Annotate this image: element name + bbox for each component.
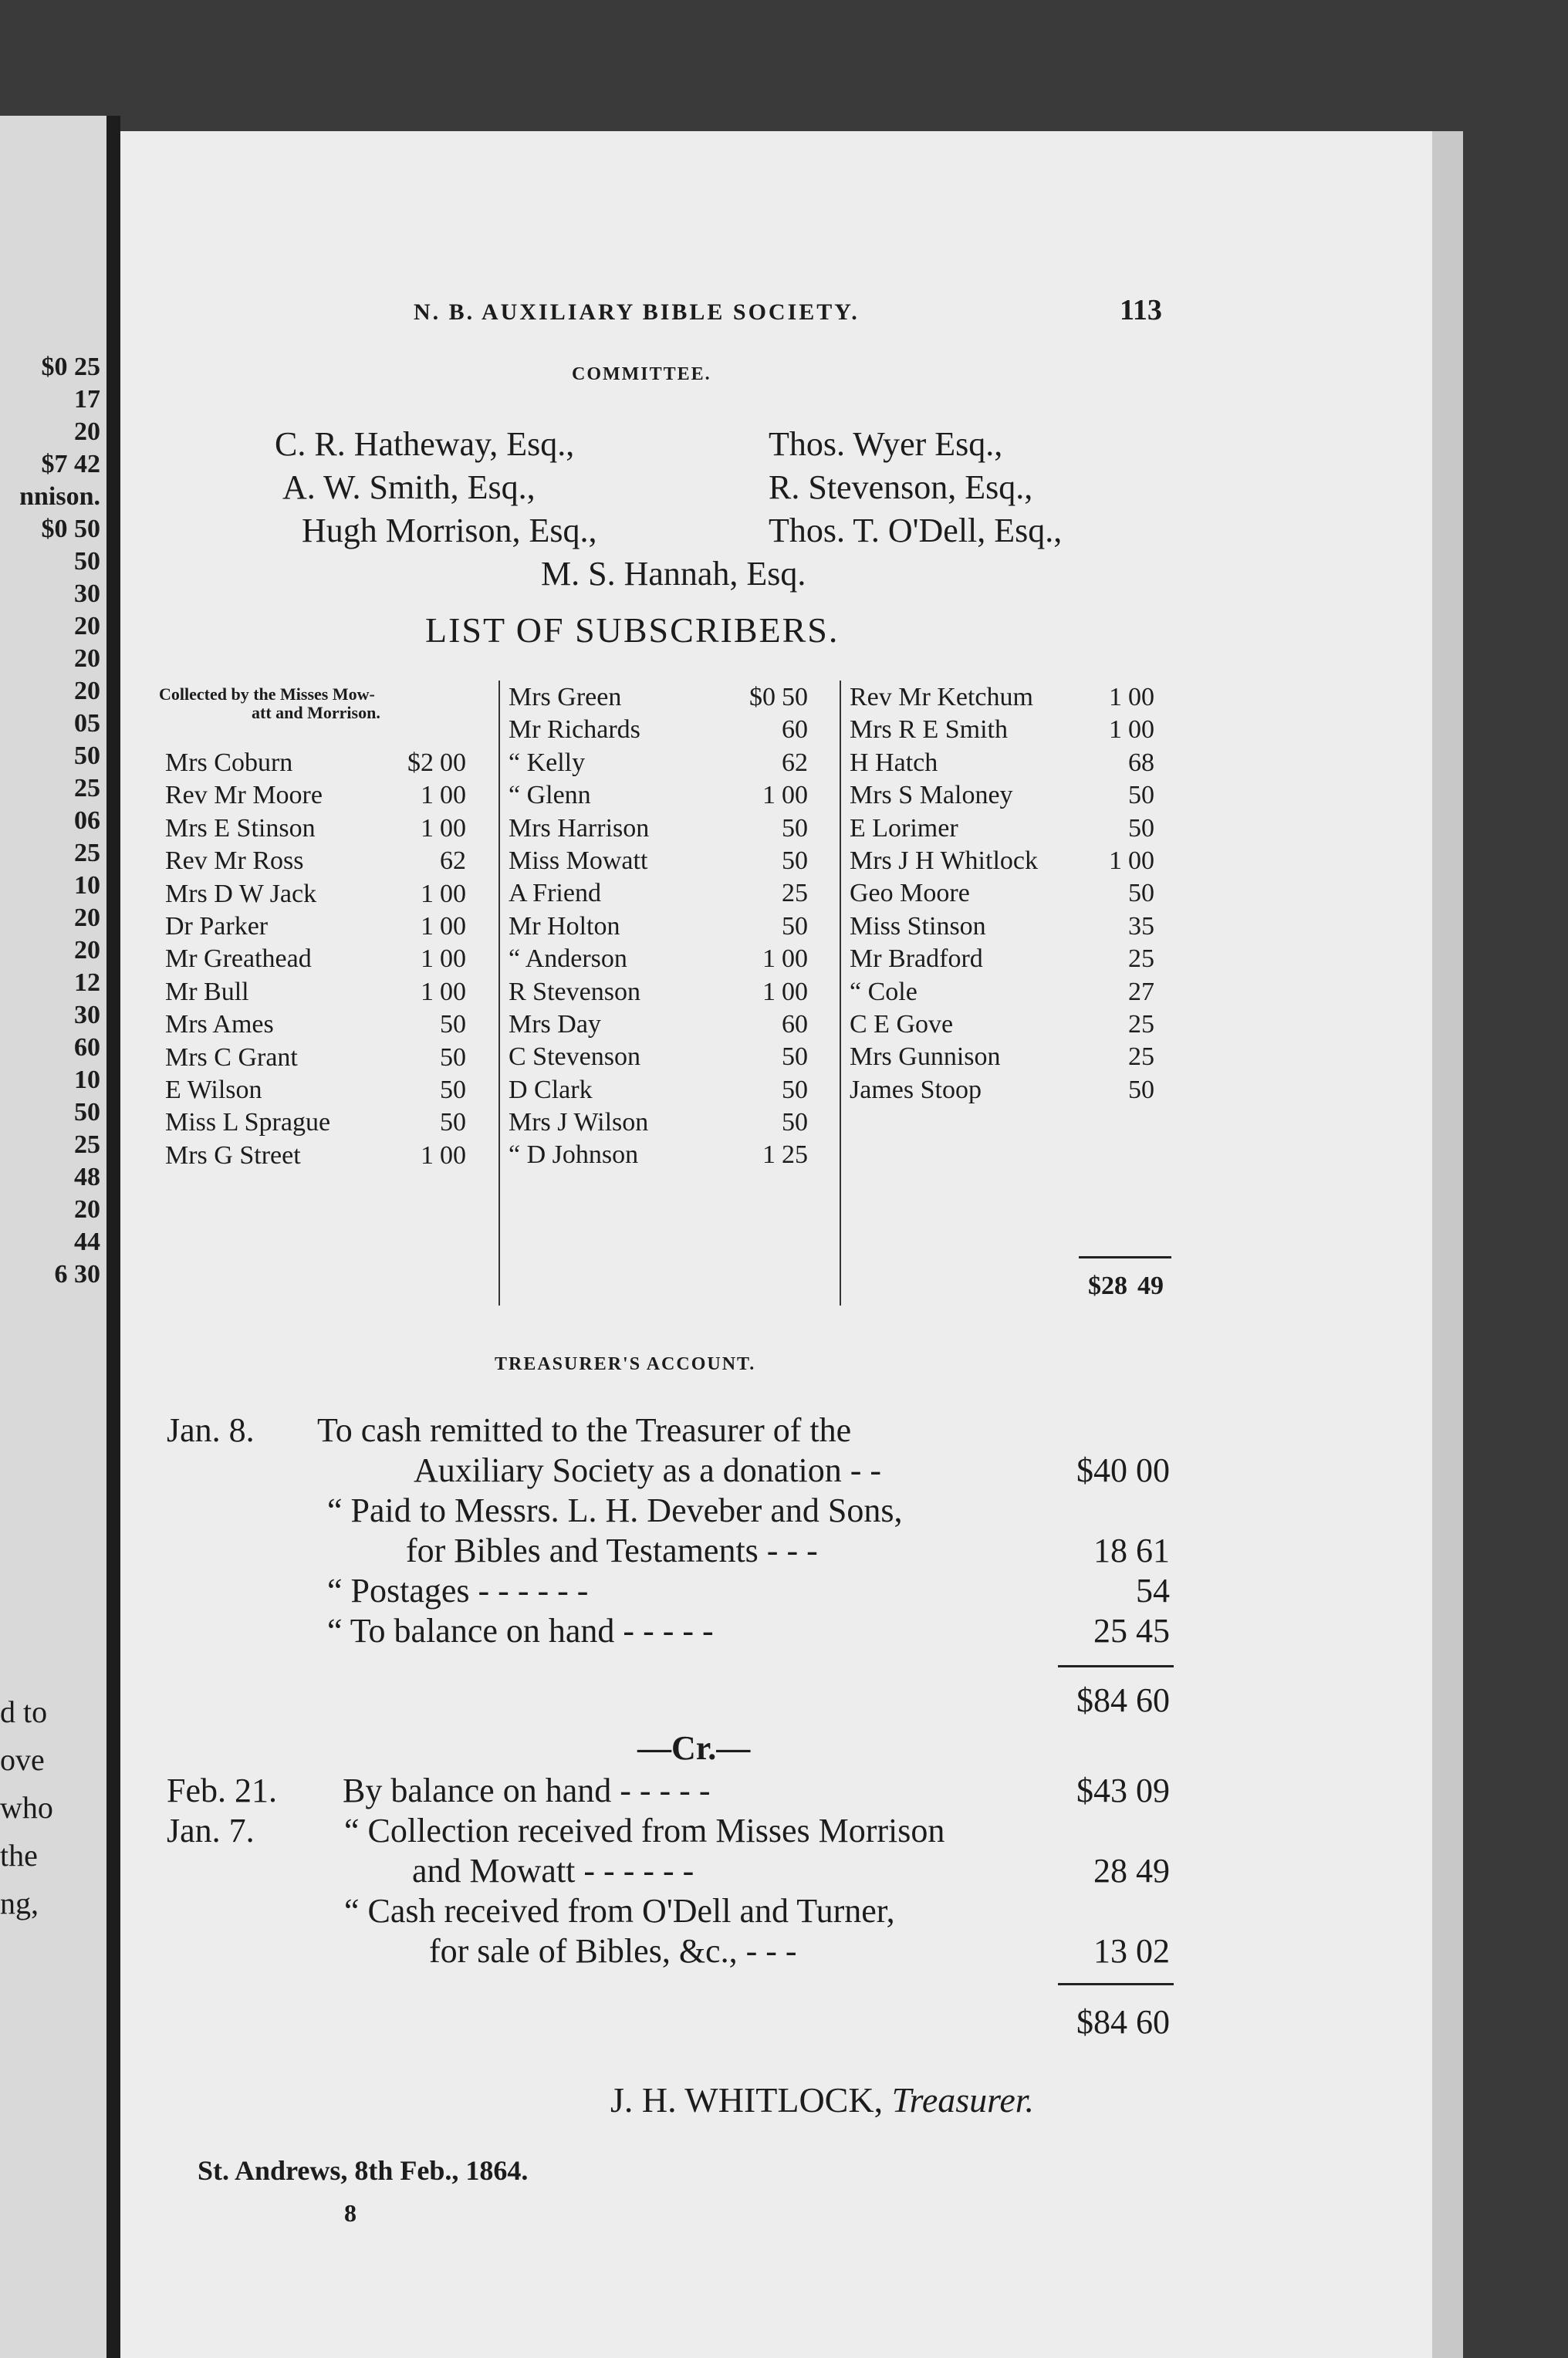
subscriber-name: Mrs Harrison bbox=[509, 813, 650, 843]
facing-page-amount: 50 bbox=[74, 1098, 100, 1127]
subscriber-name: Mrs G Street bbox=[165, 1140, 301, 1170]
account-amount: 54 bbox=[1136, 1572, 1170, 1610]
subscriber-dollars: 1 bbox=[421, 781, 434, 810]
committee-member: R. Stevenson, Esq., bbox=[769, 468, 1033, 506]
facing-page-amount: $0 50 bbox=[41, 515, 100, 543]
account-date: Jan. 8. bbox=[167, 1411, 255, 1449]
subscriber-dollars: 1 bbox=[421, 813, 434, 843]
subscriber-cents: 00 bbox=[782, 944, 808, 974]
facing-page-amount: 20 bbox=[74, 936, 100, 964]
subscriber-cents: 00 bbox=[440, 748, 466, 777]
facing-page-amount: 20 bbox=[74, 1195, 100, 1224]
subscriber-cents: 00 bbox=[440, 879, 466, 908]
subscriber-cents: 50 bbox=[782, 846, 808, 875]
treasurer-account bbox=[120, 131, 1432, 2358]
facing-page-word: ove bbox=[0, 1742, 45, 1777]
account-amount: $40 00 bbox=[1076, 1451, 1170, 1489]
subscriber-dollars: $2 bbox=[407, 748, 434, 777]
subscriber-name: Mrs C Grant bbox=[165, 1042, 298, 1072]
account-description: and Mowatt - - - - - - bbox=[412, 1852, 694, 1890]
subscriber-cents: 50 bbox=[1128, 879, 1154, 908]
subscriber-name: D Clark bbox=[509, 1075, 593, 1104]
facing-page-amount: 25 bbox=[74, 1130, 100, 1159]
account-amount: 13 02 bbox=[1093, 1932, 1170, 1970]
subscriber-dollars: 1 bbox=[1109, 715, 1122, 745]
subscriber-name: Rev Mr Ketchum bbox=[850, 683, 1033, 711]
facing-page-amount: 20 bbox=[74, 644, 100, 673]
account-description: “ Cash received from O'Dell and Turner, bbox=[344, 1892, 895, 1930]
facing-page-amount: nnison. bbox=[19, 482, 100, 511]
subscriber-name: Mrs D W Jack bbox=[165, 879, 317, 908]
facing-page-amount: 12 bbox=[74, 968, 100, 997]
page-edge bbox=[1432, 131, 1463, 2358]
subscriber-dollars: $0 bbox=[749, 683, 776, 711]
subscriber-name: Rev Mr Moore bbox=[165, 781, 323, 810]
subscriber-name: Mrs J Wilson bbox=[509, 1108, 649, 1137]
subscriber-dollars: 1 bbox=[421, 977, 434, 1006]
committee-member: A. W. Smith, Esq., bbox=[282, 468, 536, 506]
subscriber-cents: 25 bbox=[1128, 1042, 1154, 1072]
subscriber-name: Mrs Green bbox=[509, 683, 622, 711]
subscriber-cents: 50 bbox=[782, 1108, 808, 1137]
subscribers-title: LIST OF SUBSCRIBERS. bbox=[425, 610, 840, 650]
subscriber-name: C E Gove bbox=[850, 1009, 954, 1039]
facing-page-word: who bbox=[0, 1790, 53, 1825]
subscriber-name: E Wilson bbox=[165, 1075, 262, 1104]
committee-member: Thos. Wyer Esq., bbox=[769, 425, 1003, 463]
account-date: Jan. 7. bbox=[167, 1812, 255, 1850]
subscriber-name: Mr Bull bbox=[165, 977, 249, 1006]
account-amount: 28 49 bbox=[1093, 1852, 1170, 1890]
facing-page-amount: 05 bbox=[74, 709, 100, 738]
treasurer-signature: J. H. WHITLOCK, Treasurer. bbox=[610, 2080, 1035, 2120]
subscriber-cents: 00 bbox=[440, 944, 466, 974]
account-description: “ Postages - - - - - - bbox=[327, 1572, 589, 1610]
facing-page-word: ng, bbox=[0, 1886, 39, 1921]
subscriber-name: Rev Mr Ross bbox=[165, 846, 304, 876]
facing-page-word: the bbox=[0, 1838, 38, 1873]
subscriber-cents: 50 bbox=[782, 683, 808, 711]
subscriber-dollars: 1 bbox=[762, 781, 776, 810]
subscriber-cents: 25 bbox=[1128, 1009, 1154, 1039]
account-description: By balance on hand - - - - - bbox=[343, 1772, 711, 1809]
credit-total: $84 60 bbox=[1076, 2003, 1170, 2041]
facing-page-amount: 50 bbox=[74, 742, 100, 770]
account-description: “ Paid to Messrs. L. H. Deveber and Sons, bbox=[327, 1491, 903, 1529]
subscriber-name: Mr Bradford bbox=[850, 944, 983, 974]
committee-member: M. S. Hannah, Esq. bbox=[541, 555, 806, 593]
subscriber-cents: 00 bbox=[1128, 683, 1154, 711]
subscriber-cents: 35 bbox=[1128, 911, 1154, 941]
facing-page-amount: 30 bbox=[74, 1001, 100, 1029]
subscriber-dollars: 1 bbox=[762, 1140, 776, 1170]
facing-page-amount: 6 30 bbox=[54, 1260, 100, 1289]
subscriber-cents: 00 bbox=[440, 977, 466, 1006]
account-amount: $43 09 bbox=[1076, 1772, 1170, 1809]
subscriber-name: “ Glenn bbox=[509, 781, 591, 810]
subscriber-cents: 00 bbox=[782, 977, 808, 1006]
subscriber-cents: 00 bbox=[440, 1140, 466, 1170]
facing-page-amount: 60 bbox=[74, 1033, 100, 1062]
committee-member: Hugh Morrison, Esq., bbox=[302, 512, 597, 549]
subscriber-dollars: 1 bbox=[762, 944, 776, 974]
subscriber-cents: 50 bbox=[440, 1010, 466, 1039]
subscriber-name: Mrs Ames bbox=[165, 1010, 274, 1039]
facing-page-word: d to bbox=[0, 1694, 48, 1729]
subscriber-name: H Hatch bbox=[850, 748, 938, 777]
subscriber-dollars: 1 bbox=[421, 1140, 434, 1170]
account-description: for sale of Bibles, &c., - - - bbox=[429, 1932, 797, 1970]
subscriber-name: Geo Moore bbox=[850, 879, 970, 908]
book-page: N. B. AUXILIARY BIBLE SOCIETY. 113 COMMITTEE. C. R. Hatheway, Esq., A. W. Smith, Esq., Hugh Morrison, Esq., Thos. Wyer Esq., R. Stevenson, Esq., Thos. T. O'Dell, Esq., M. S. Hannah, Esq. LIST OF SUBSCRIBERS. Collected by the Misses Mow- att and Morrison. Mrs Coburn $2 00 Rev Mr Moore 1 00 Mrs E Stinson 1 00 Rev Mr Ross 62 Mrs D W Jack 1 00 Dr Parker 1 00 Mr Greathead 1 00 Mr Bull 1 00 Mrs Ames 50 Mrs C Grant 50 E Wilson 50 Miss L Sprague 50 Mrs G Street 1 00 Mrs Green $0 50 Mr Richards 60 “ Kelly 62 “ Glenn 1 00 Mrs Harrison 50 Miss Mowatt 50 A Friend 25 Mr Holton 50 “ Anderson 1 00 R Stevenson 1 00 Mrs Day 60 C Stevenson 50 D Clark 50 Mrs J Wilson 50 “ D Johnson 1 25 Rev Mr Ketchum 1 00 Mrs R E Smith 1 00 H Hatch 68 Mrs S Maloney 50 E Lorimer 50 Mrs J H Whitlock 1 00 Geo Moore 50 Miss Stinson 35 Mr Bradford 25 “ Cole 27 C E Gove 25 Mrs Gunnison 25 James Stoop 50 $28 49 TREASURER'S ACCOUNT. Jan. 8. To cash remitted to the Treasurer of the Auxiliary Society as a donation - - $40 00 “ Paid to Messrs. L. H. Deveber and Sons, for Bibles and Testaments - - - 18 61 “ Postages - - - - - - 54 “ To balance on hand - - - - - 25 45 Feb. 21. By balance on hand - - - - - $43 09 Jan. 7. “ Collection received from Misses Morrison and Mowatt - - - - - - 28 49 “ Cash received from O'Dell and Turner, for sale of Bibles, &c., - - - 13 02 $84 60 —Cr.— $84 60 J. H. WHITLOCK, Treasurer. St. Andrews, 8th Feb., 1864. 8 bbox=[120, 131, 1432, 2358]
account-description: for Bibles and Testaments - - - bbox=[406, 1532, 818, 1569]
subscriber-cents: 62 bbox=[782, 748, 808, 777]
account-description: “ To balance on hand - - - - - bbox=[327, 1612, 714, 1650]
account-description: Auxiliary Society as a donation - - bbox=[414, 1451, 882, 1489]
subscriber-cents: 50 bbox=[782, 1075, 808, 1104]
facing-page-amount: 10 bbox=[74, 1066, 100, 1094]
signature-mark: 8 bbox=[344, 2199, 357, 2227]
facing-page-text bbox=[0, 1688, 100, 1927]
subscriber-name: “ Anderson bbox=[509, 944, 627, 974]
subscriber-cents: 50 bbox=[440, 1108, 466, 1137]
facing-page-amount: 30 bbox=[74, 579, 100, 608]
facing-page-amount: 06 bbox=[74, 806, 100, 835]
account-date: Feb. 21. bbox=[167, 1772, 277, 1809]
subscriber-name: Miss Stinson bbox=[850, 911, 986, 941]
subscriber-name: Mrs Day bbox=[509, 1009, 601, 1039]
subscriber-cents: 50 bbox=[1128, 813, 1154, 843]
debit-total: $84 60 bbox=[1076, 1681, 1170, 1719]
subscriber-cents: 50 bbox=[440, 1075, 466, 1104]
subscriber-dollars: 1 bbox=[1109, 683, 1122, 711]
credit-heading: —Cr.— bbox=[637, 1729, 751, 1767]
subscriber-name: James Stoop bbox=[850, 1075, 982, 1104]
subscriber-cents: 50 bbox=[1128, 781, 1154, 810]
facing-page-amount: 20 bbox=[74, 612, 100, 640]
treasurer-account-title: TREASURER'S ACCOUNT. bbox=[495, 1354, 756, 1374]
facing-page-amount: 48 bbox=[74, 1163, 100, 1191]
subscriber-name: E Lorimer bbox=[850, 813, 958, 843]
subscriber-cents: 60 bbox=[782, 715, 808, 745]
facing-page-amount: 25 bbox=[74, 839, 100, 867]
subscriber-name: Mr Holton bbox=[509, 911, 620, 941]
running-title: N. B. AUXILIARY BIBLE SOCIETY. bbox=[414, 299, 860, 325]
subscriber-name: Dr Parker bbox=[165, 911, 269, 941]
facing-page-amount: 10 bbox=[74, 871, 100, 900]
subscriber-name: “ Cole bbox=[850, 977, 917, 1006]
facing-page-amounts bbox=[0, 351, 100, 1291]
subscriber-cents: 00 bbox=[440, 813, 466, 843]
subscriber-dollars: 1 bbox=[421, 911, 434, 941]
facing-page-amount: 20 bbox=[74, 417, 100, 446]
subscriber-cents: 00 bbox=[440, 911, 466, 941]
subscriber-dollars: 1 bbox=[1109, 846, 1122, 875]
subscriber-cents: 00 bbox=[440, 781, 466, 810]
subscriber-name: R Stevenson bbox=[509, 977, 640, 1006]
subscriber-cents: 50 bbox=[782, 813, 808, 843]
subscriber-name: Mrs R E Smith bbox=[850, 715, 1008, 745]
subscriber-cents: 50 bbox=[1128, 1075, 1154, 1104]
subscriber-cents: 50 bbox=[782, 1042, 808, 1072]
facing-page-fragment bbox=[0, 116, 106, 2358]
total-rule bbox=[1058, 1665, 1174, 1667]
subscriber-name: Mrs Coburn bbox=[165, 748, 293, 777]
subscriber-cents: 62 bbox=[440, 846, 466, 876]
total-rule bbox=[1058, 1983, 1174, 1985]
subscriber-name: “ Kelly bbox=[509, 748, 586, 777]
account-description: To cash remitted to the Treasurer of the bbox=[317, 1411, 852, 1449]
subscriber-name: A Friend bbox=[509, 879, 601, 908]
subscriber-cents: 68 bbox=[1128, 748, 1154, 777]
book-gutter bbox=[106, 116, 120, 2358]
account-amount: 25 45 bbox=[1093, 1612, 1170, 1650]
facing-page-amount: 20 bbox=[74, 677, 100, 705]
account-amount: 18 61 bbox=[1093, 1532, 1170, 1569]
subscriber-cents: 00 bbox=[1128, 715, 1154, 745]
subscriber-dollars: 1 bbox=[421, 879, 434, 908]
facing-page-amount: 25 bbox=[74, 774, 100, 802]
subscriber-cents: 00 bbox=[1128, 846, 1154, 875]
committee-title: COMMITTEE. bbox=[572, 364, 711, 384]
facing-page-amount: $0 25 bbox=[41, 353, 100, 381]
subscriber-cents: 25 bbox=[782, 1140, 808, 1170]
subscriber-cents: 50 bbox=[440, 1042, 466, 1072]
subscriber-name: Mrs S Maloney bbox=[850, 781, 1013, 810]
subscriber-name: Miss Mowatt bbox=[509, 846, 648, 875]
subscriber-dollars: 1 bbox=[762, 977, 776, 1006]
committee-member: Thos. T. O'Dell, Esq., bbox=[769, 512, 1063, 549]
subscriber-cents: 25 bbox=[1128, 944, 1154, 974]
subscriber-name: Mr Greathead bbox=[165, 944, 312, 974]
subscriber-dollars: 1 bbox=[421, 944, 434, 974]
subscriber-name: “ D Johnson bbox=[509, 1140, 639, 1170]
subscriber-name: Mrs Gunnison bbox=[850, 1042, 1001, 1072]
subscriber-name: Mr Richards bbox=[509, 715, 640, 745]
subscriber-name: Mrs E Stinson bbox=[165, 813, 316, 843]
facing-page-amount: 17 bbox=[74, 385, 100, 414]
subscriber-name: Miss L Sprague bbox=[165, 1108, 331, 1137]
facing-page-amount: 50 bbox=[74, 547, 100, 576]
page-number: 113 bbox=[1120, 294, 1162, 326]
subscriber-cents: 00 bbox=[782, 781, 808, 810]
facing-page-amount: 44 bbox=[74, 1228, 100, 1256]
subscriber-cents: 25 bbox=[782, 879, 808, 908]
subscriber-name: C Stevenson bbox=[509, 1042, 640, 1072]
facing-page-amount: 20 bbox=[74, 904, 100, 932]
committee-member: C. R. Hatheway, Esq., bbox=[275, 425, 575, 463]
subscriber-cents: 60 bbox=[782, 1009, 808, 1039]
place-and-date: St. Andrews, 8th Feb., 1864. bbox=[198, 2155, 529, 2186]
facing-page-amount: $7 42 bbox=[41, 450, 100, 478]
subscriber-cents: 50 bbox=[782, 911, 808, 941]
subscriber-name: Mrs J H Whitlock bbox=[850, 846, 1038, 875]
collected-note: Collected by the Misses Mow- att and Morrison. bbox=[159, 684, 380, 722]
account-description: “ Collection received from Misses Morrison bbox=[344, 1812, 945, 1850]
subscriber-cents: 27 bbox=[1128, 977, 1154, 1006]
